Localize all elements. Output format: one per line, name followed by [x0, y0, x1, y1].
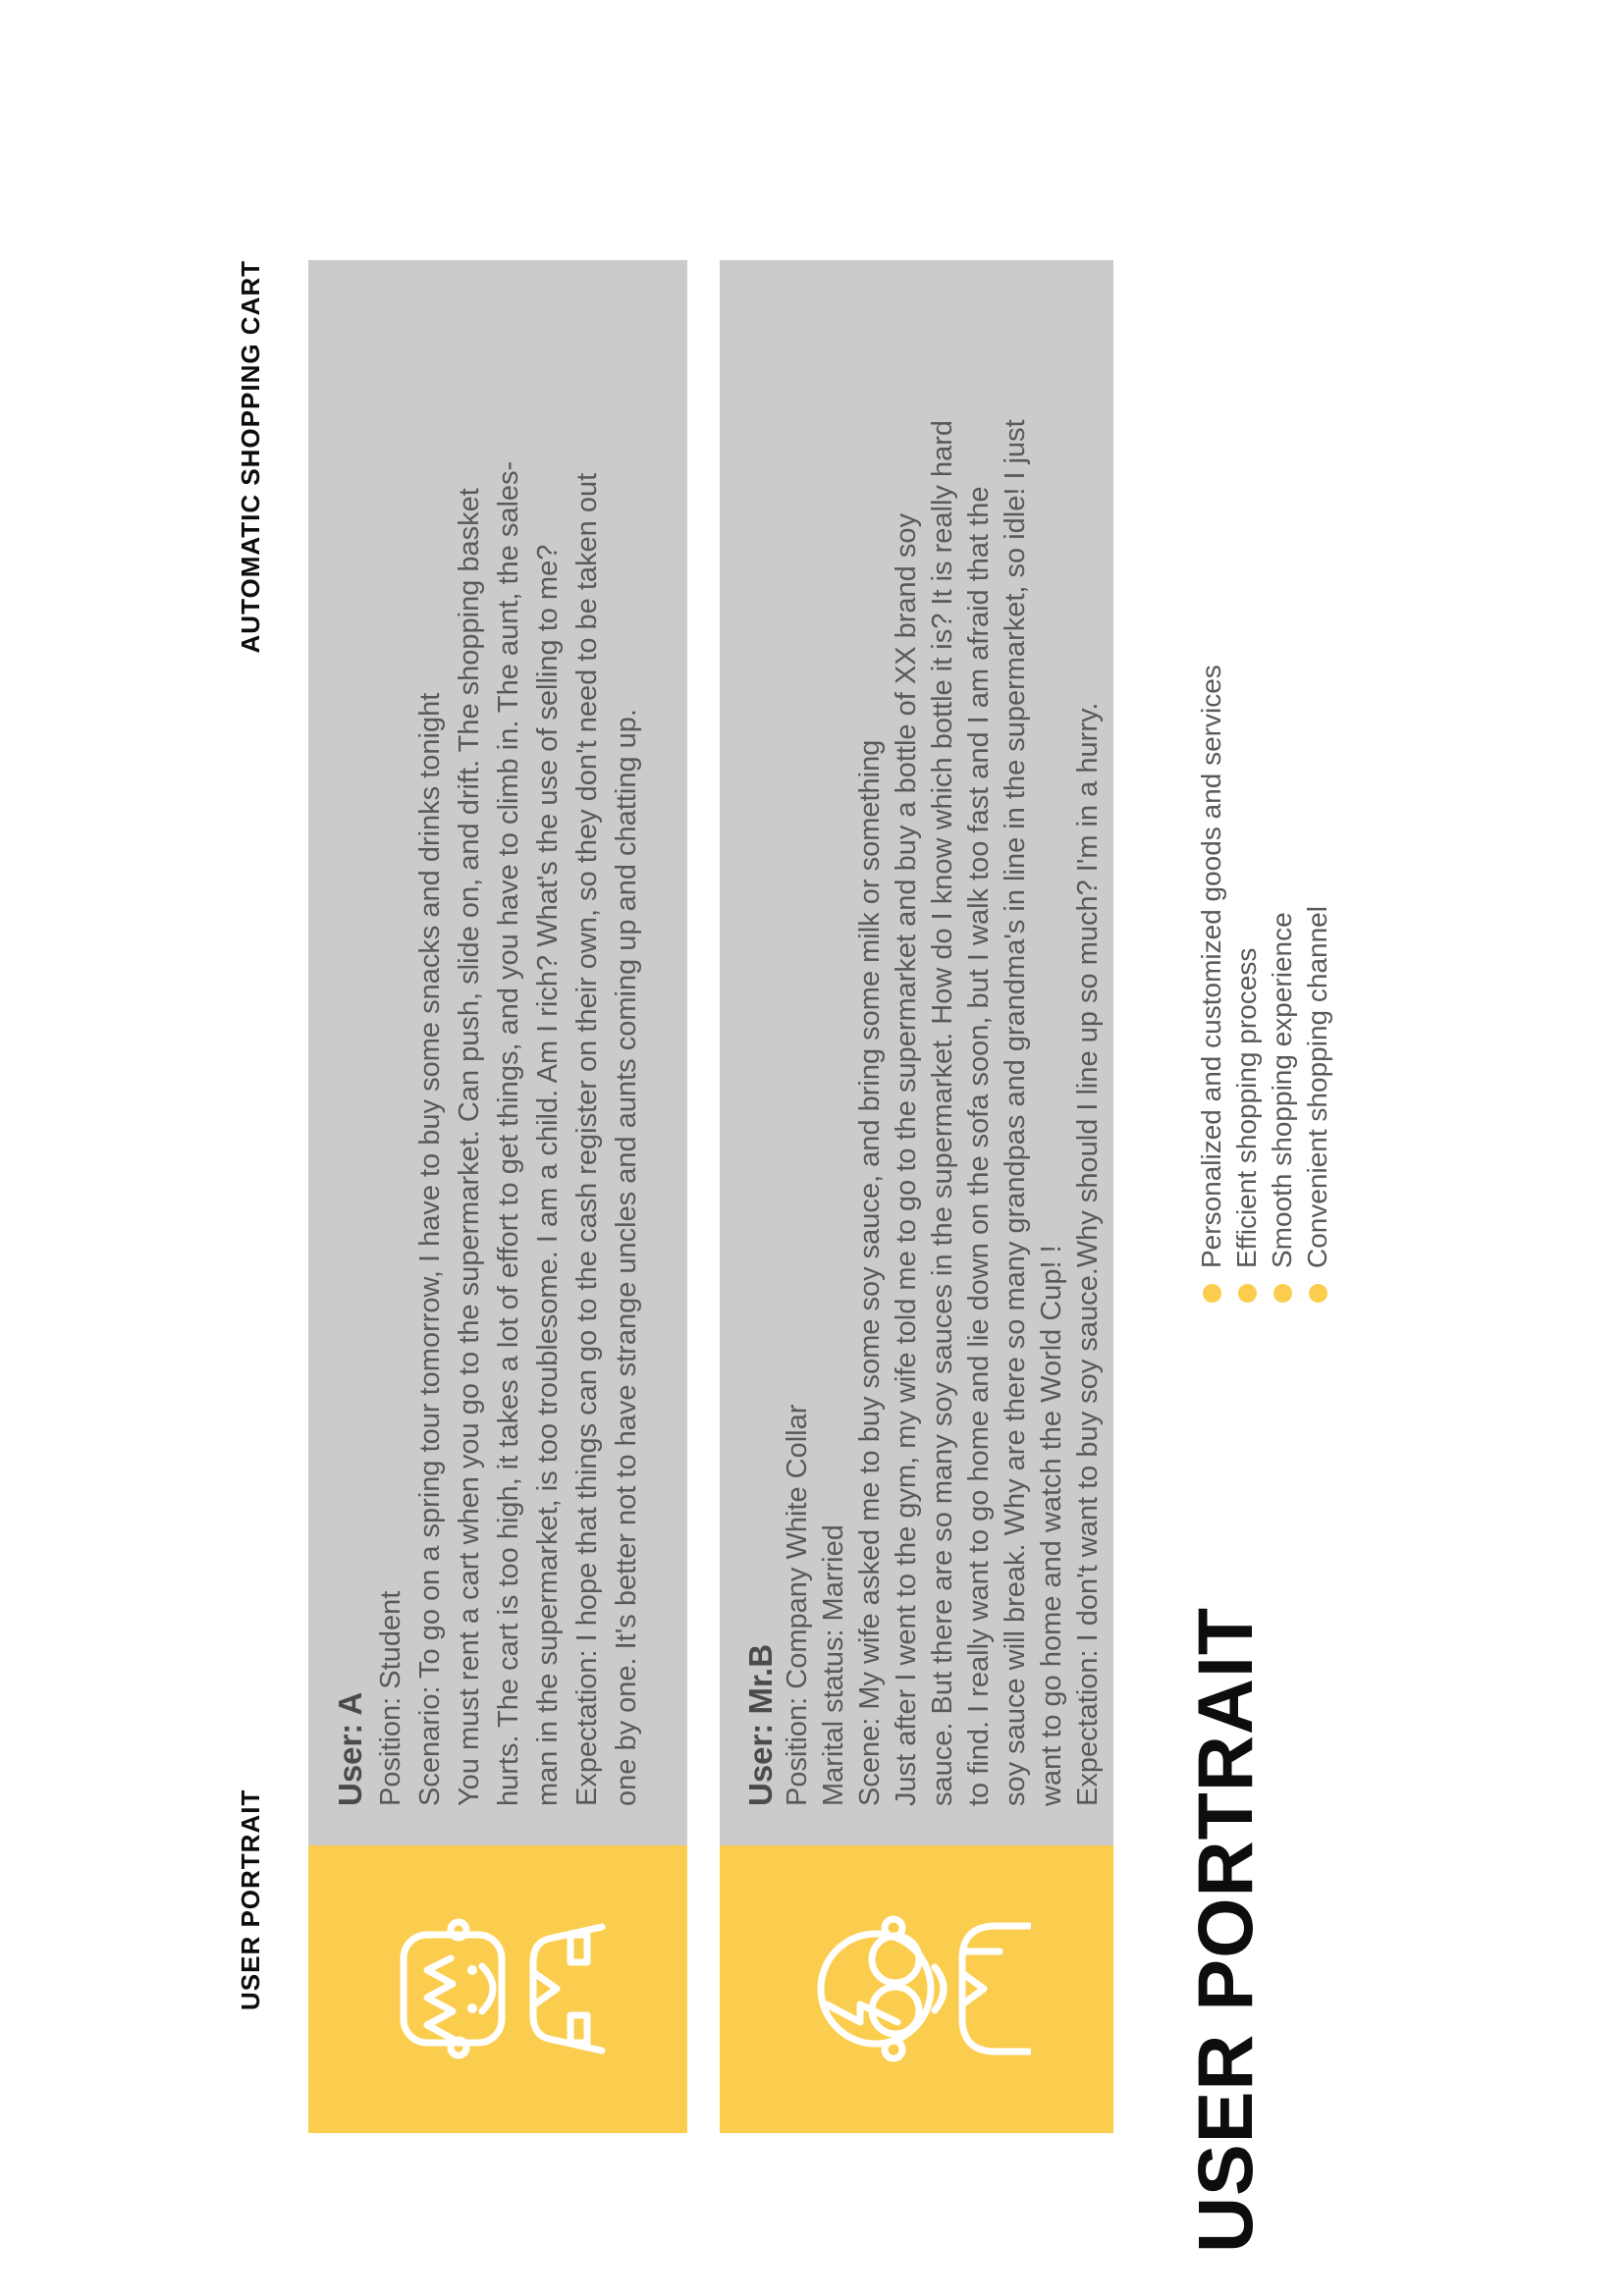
persona-b-icon-block [720, 1845, 1113, 2133]
persona-b-line: soy sauce will break. Why are there so many grandpas and grandma's in line in the supermarket, so idle! I just [1000, 419, 1031, 1806]
persona-b-text-panel [720, 260, 1113, 1845]
list-item [1229, 665, 1265, 1303]
list-item [1194, 665, 1229, 1303]
benefit-text: Personalized and customized goods and services [1196, 665, 1226, 1268]
persona-a-text-panel [308, 260, 687, 1845]
persona-card-mr-b [720, 260, 1113, 2133]
persona-a-line: Scenario: To go on a spring tour tomorrow, I have to buy some snacks and drinks tonight [414, 692, 446, 1806]
persona-a-line: You must rent a cart when you go to the supermarket. Can push, slide on, and drift. The shopping basket [454, 488, 485, 1806]
persona-b-line: Marital status: Married [818, 1524, 849, 1806]
persona-b-line: Position: Company White Collar [782, 1404, 813, 1806]
benefit-list [1194, 665, 1335, 1303]
persona-a-line: hurts. The cart is too high, it takes a lot of effort to get things, and you have to climb in. The aunt, the sales- [493, 460, 524, 1806]
persona-a-line: man in the supermarket, is too troublesome. I am a child. Am I rich? What's the use of selling to me? [532, 544, 564, 1806]
list-item [1265, 665, 1300, 1303]
page-title: USER PORTRAIT [1181, 1606, 1269, 2253]
benefit-text: Efficient shopping process [1231, 947, 1262, 1268]
bullet-dot-icon [1238, 1284, 1257, 1303]
persona-b-name: User: Mr.B [742, 1643, 779, 1806]
list-item [1300, 665, 1335, 1303]
bullet-dot-icon [1273, 1284, 1292, 1303]
header-label-user-portrait: USER PORTRAIT [236, 1789, 265, 2010]
header-label-automatic-shopping-cart: AUTOMATIC SHOPPING CART [236, 260, 265, 654]
whitecollar-avatar-icon [803, 1911, 1031, 2068]
persona-a-line: Position: Student [375, 1590, 406, 1806]
persona-b-line: Expectation: I don't want to buy soy sauce.Why should I line up so much? I'm in a hurry. [1072, 702, 1104, 1806]
persona-card-user-a [308, 260, 687, 2133]
persona-a-icon-block [308, 1845, 687, 2133]
persona-b-line: to find. I really want to go home and lie down on the sofa soon, but I walk too fast and I am afraid that the [963, 486, 995, 1806]
persona-b-line: Just after I went to the gym, my wife told me to go to the supermarket and buy a bottle of XX brand soy [891, 513, 922, 1806]
persona-b-line: want to go home and watch the World Cup! ! [1036, 1245, 1067, 1806]
persona-b-line: Scene: My wife asked me to buy some soy sauce, and bring some milk or something [854, 739, 886, 1806]
persona-a-name: User: A [332, 1691, 368, 1806]
benefit-text: Convenient shopping channel [1302, 906, 1332, 1268]
bullet-dot-icon [1203, 1284, 1221, 1303]
persona-a-line: one by one. It's better not to have strange uncles and aunts coming up and chatting up. [611, 709, 642, 1806]
benefit-text: Smooth shopping experience [1267, 912, 1297, 1268]
persona-b-line: sauce. But there are so many soy sauces in the supermarket. How do I know which bottle it is? It is really hard [927, 420, 958, 1806]
student-avatar-icon [390, 1916, 606, 2063]
persona-a-line: Expectation: I hope that things can go to the cash register on their own, so they don't need to be taken out [571, 472, 603, 1806]
bullet-dot-icon [1309, 1284, 1327, 1303]
